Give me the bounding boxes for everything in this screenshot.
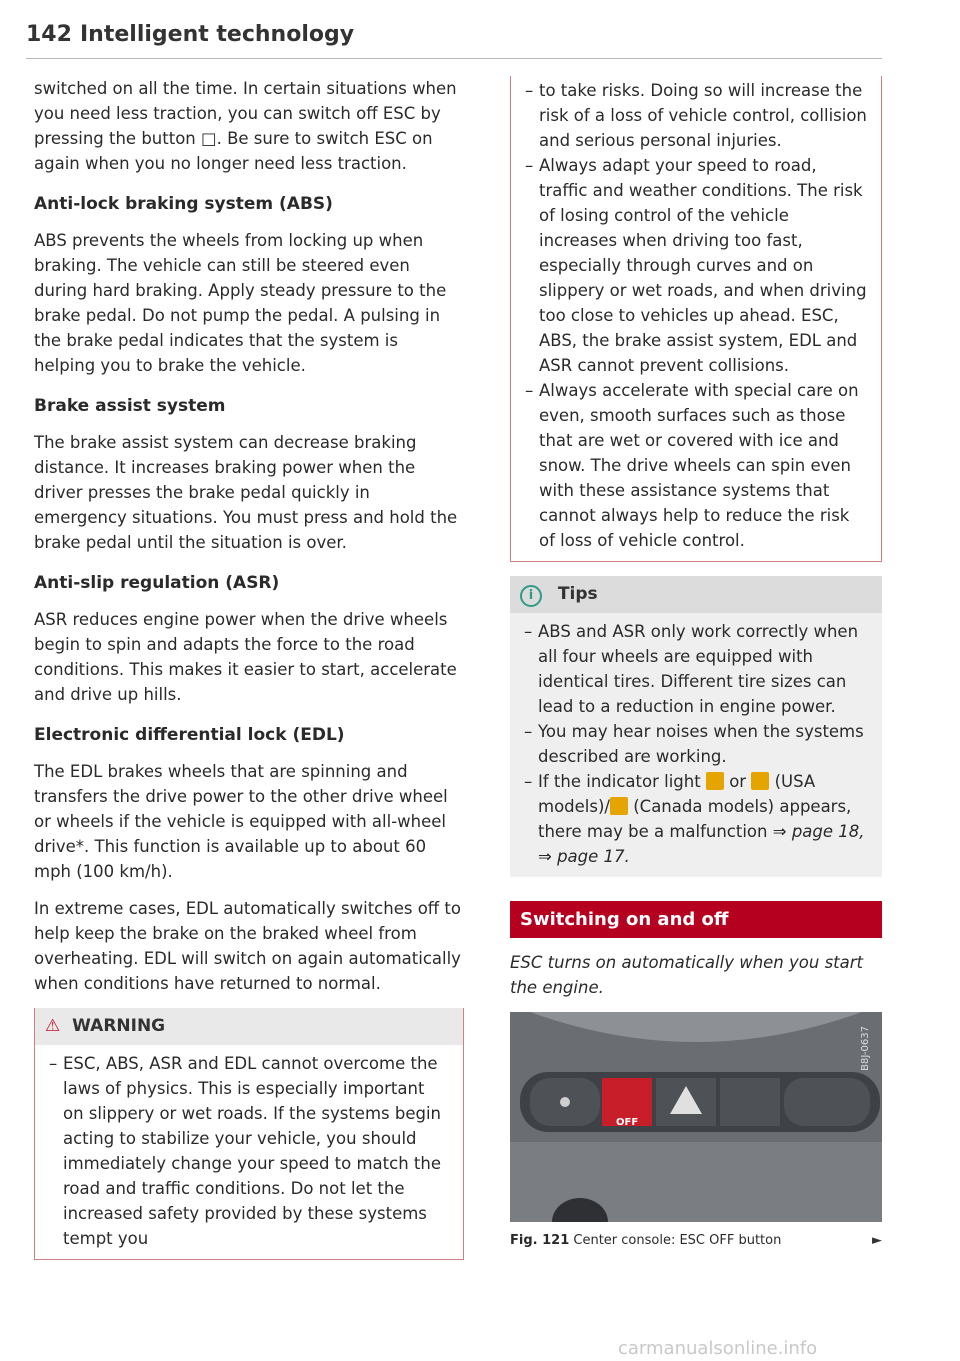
warning-continuation: – to take risks. Doing so will increase the risk of a loss of vehicle control, collision and serious personal injuries. xyxy=(525,78,867,153)
figure-caption-text: Center console: ESC OFF button xyxy=(573,1233,782,1248)
edl-heading: Electronic differential lock (EDL) xyxy=(34,725,345,745)
right-column xyxy=(510,76,882,1253)
page-reference-link[interactable]: ⇒ page 17. xyxy=(538,847,630,866)
warning-list-continued xyxy=(511,76,881,561)
tips-header xyxy=(510,576,882,613)
tip-item: – ABS and ASR only work correctly when all four wheels are equipped with identical tires. Different tire sizes can lead to a reduction in engine power. xyxy=(524,619,868,719)
warning-triangle-icon: ⚠ xyxy=(45,1016,61,1036)
figure-caption xyxy=(510,1228,882,1253)
esc-warning-light-icon xyxy=(706,772,724,790)
figure-label: Fig. 121 xyxy=(510,1233,570,1248)
figure-code: B8J-0637 xyxy=(860,1026,871,1071)
info-icon: i xyxy=(520,585,542,607)
watermark: carmanualsonline.info xyxy=(618,1338,818,1359)
abs-heading: Anti-lock braking system (ABS) xyxy=(34,194,333,214)
tips-box xyxy=(510,576,882,877)
edl-paragraph-1: The EDL brakes wheels that are spinning and transfers the drive power to the other drive wheel or wheels if the vehicle is equipped with all-wheel drive*. This function is available up to about 60 mph (100 km/h). xyxy=(34,762,448,881)
warning-item: – Always adapt your speed to road, traffic and weather conditions. The risk of losing control of the vehicle increases when driving too fast, especially through curves and on slippery or wet roads, and when driving too close to vehicles up ahead. ESC, ABS, the brake assist system, EDL and ASR cannot prevent collisions. xyxy=(525,153,867,378)
center-console-figure xyxy=(510,1012,882,1222)
warning-box-continued xyxy=(510,76,882,562)
asr-paragraph: ASR reduces engine power when the drive wheels begin to spin and adapts the force to the road conditions. This makes it easier to start, accelerate and drive up hills. xyxy=(34,610,457,704)
section-heading: Switching on and off xyxy=(510,901,882,938)
abs-paragraph: ABS prevents the wheels from locking up when braking. The vehicle can still be steered even during hard braking. Apply steady pressure to the brake pedal. Do not pump the pedal. A pulsing in the brake pedal indicates that the system is helping you to brake the vehicle. xyxy=(34,231,447,375)
warning-box xyxy=(34,1008,464,1260)
warning-item: – ESC, ABS, ASR and EDL cannot overcome the laws of physics. This is especially important on slippery or wet roads. If the systems begin acting to stabilize your vehicle, you should immediately change your speed to match the road and traffic conditions. Do not let the increased safety provided by these systems tempt you xyxy=(49,1051,449,1251)
asr-heading: Anti-slip regulation (ASR) xyxy=(34,573,280,593)
tip-item xyxy=(524,769,868,869)
tip-text: or xyxy=(729,772,747,791)
page-reference-link[interactable]: ⇒ page 18, xyxy=(772,822,865,841)
warning-list xyxy=(35,1045,463,1259)
abs-canada-light-icon xyxy=(610,797,628,815)
page-number: 142 xyxy=(26,22,72,47)
esc-off-button-label: OFF xyxy=(616,1117,639,1128)
left-column xyxy=(34,76,464,1260)
tip-item: – You may hear noises when the systems described are working. xyxy=(524,719,868,769)
abs-warning-light-icon xyxy=(751,772,769,790)
warning-item: – Always accelerate with special care on even, smooth surfaces such as those that are wet or covered with ice and snow. The drive wheels can spin even with these assistance systems that cannot always help to reduce the risk of loss of vehicle control. xyxy=(525,378,867,553)
page-title: Intelligent technology xyxy=(80,22,355,47)
section-intro: ESC turns on automatically when you start the engine. xyxy=(510,953,864,997)
brake-assist-paragraph: The brake assist system can decrease braking distance. It increases braking power when the driver presses the brake pedal quickly in emergency situations. You must press and hold the brake pedal until the situation is over. xyxy=(34,433,458,552)
tip-text: (Canada models) appears, there may be a malfunction xyxy=(538,797,852,841)
continue-arrow-icon: ► xyxy=(872,1233,882,1248)
tips-list xyxy=(510,613,882,877)
header-divider xyxy=(26,58,882,59)
brake-assist-heading: Brake assist system xyxy=(34,396,226,416)
tips-label: Tips xyxy=(557,584,598,604)
tip-text: (USA models)/ xyxy=(538,772,816,816)
edl-paragraph-2: In extreme cases, EDL automatically switches off to help keep the brake on the braked wheel from overheating. EDL will switch on again automatically when conditions have returned to normal. xyxy=(34,899,461,993)
warning-header xyxy=(35,1008,463,1045)
center-console-illustration xyxy=(510,1012,882,1222)
intro-paragraph: switched on all the time. In certain situations when you need less traction, you can switch off ESC by pressing the button □. Be sure to switch ESC on again when you no longer need less traction. xyxy=(34,79,457,173)
tip-text: If the indicator light xyxy=(538,772,701,791)
warning-label: WARNING xyxy=(72,1016,166,1036)
